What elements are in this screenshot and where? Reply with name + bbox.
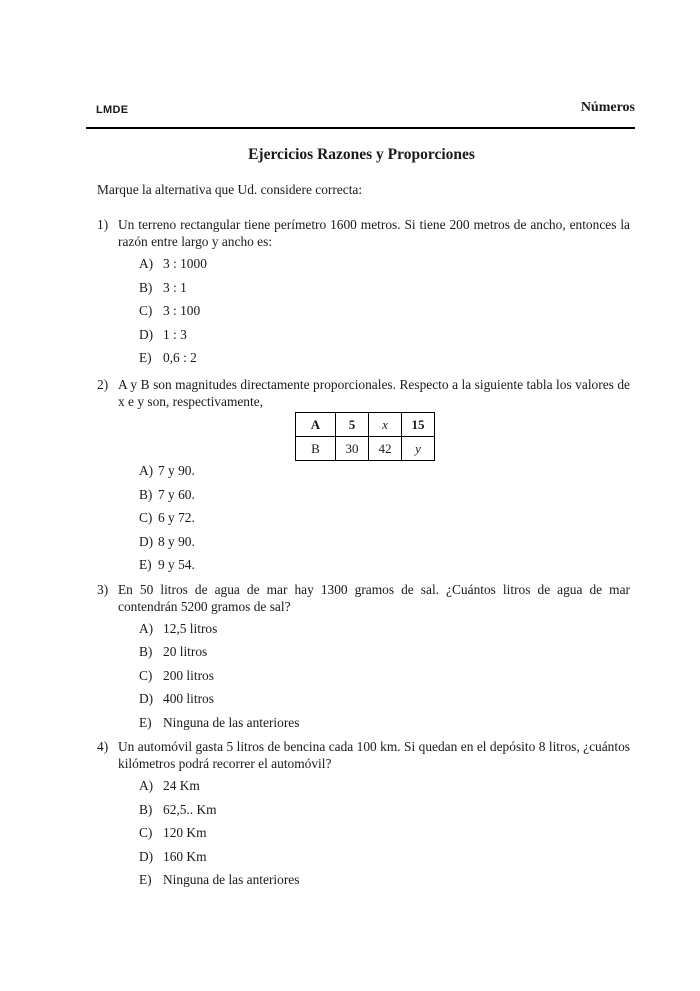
table-row [296,413,435,437]
option-letter: E) [139,714,152,730]
option-text: 3 : 1 [163,279,187,295]
question-1-options [139,256,630,366]
question-number: 4) [97,739,109,754]
question-2-options [139,463,630,573]
table-row [296,437,435,461]
header-right-label: Números [580,100,635,115]
option-text: 0,6 : 2 [163,350,197,365]
option-text: 6 y 72. [158,510,195,525]
option-row [139,715,630,731]
option-text: 7 y 60. [158,486,195,502]
option-text: 8 y 90. [158,533,195,549]
option-letter: B) [139,279,153,295]
option-letter: E) [139,557,152,572]
option-letter: D) [139,691,154,706]
option-letter: B) [139,644,153,659]
option-text: 120 Km [163,825,207,840]
question-number: 2) [97,377,109,392]
question-number: 3) [97,581,109,597]
table-cell: B [296,437,336,461]
question-4-options [139,778,630,888]
option-row [139,487,630,503]
page-header [88,100,635,116]
question-text: A y B son magnitudes directamente proporcionales. Respecto a la siguiente tabla los valores de x e y son, respectivamente, [118,377,630,409]
option-row [139,644,630,660]
option-row [139,849,630,865]
option-text: 200 litros [163,667,214,683]
option-letter: E) [139,350,152,365]
table-cell: x [369,413,402,437]
option-text: 20 litros [163,644,208,659]
option-row [139,510,630,526]
table-cell: A [296,413,336,437]
question-text: Un terreno rectangular tiene perímetro 1600 metros. Si tiene 200 metros de ancho, entonces la razón entre largo y ancho es: [118,217,630,249]
option-text: 24 Km [163,778,200,793]
option-letter: D) [139,848,154,864]
option-text: 400 litros [163,691,214,706]
option-row [139,534,630,550]
option-letter: C) [139,825,153,840]
option-letter: A) [139,620,154,636]
option-row [139,463,630,479]
option-text: 7 y 90. [158,463,195,478]
option-text: 9 y 54. [158,557,195,572]
option-row [139,778,630,794]
page-title: Ejercicios Razones y Proporciones [248,146,475,163]
option-letter: B) [139,486,153,502]
option-text: 3 : 100 [163,303,201,318]
proportion-table [295,412,435,461]
option-row [139,668,630,684]
option-row [139,825,630,841]
question-2 [97,376,630,410]
option-letter: C) [139,667,153,683]
option-row [139,691,630,707]
question-1 [97,216,630,250]
question-text: Un automóvil gasta 5 litros de bencina cada 100 km. Si quedan en el depósito 8 litros, ¿cuántos kilómetros podrá recorrer el automóvil? [118,739,630,771]
option-text: 1 : 3 [163,326,187,342]
table-cell: y [402,437,435,461]
option-row [139,872,630,888]
option-row [139,621,630,637]
option-text: 3 : 1000 [163,256,207,271]
option-row [139,802,630,818]
option-letter: A) [139,256,154,271]
option-letter: B) [139,801,153,817]
option-row [139,303,630,319]
document-content [97,181,630,896]
header-left-label: LMDE [96,104,129,116]
option-text: Ninguna de las anteriores [163,714,300,730]
option-letter: D) [139,326,154,342]
option-row [139,327,630,343]
header-divider [86,127,635,129]
option-row [139,557,630,573]
instruction-text: Marque la alternativa que Ud. considere correcta: [97,182,363,197]
option-letter: C) [139,303,153,318]
option-text: 62,5.. Km [163,801,217,817]
option-letter: E) [139,872,152,887]
option-row [139,256,630,272]
table-cell: 30 [336,437,369,461]
option-text: Ninguna de las anteriores [163,872,300,887]
option-text: 160 Km [163,848,207,864]
table-cell: 42 [369,437,402,461]
option-letter: C) [139,510,153,525]
option-row [139,350,630,366]
question-text: En 50 litros de agua de mar hay 1300 gramos de sal. ¿Cuántos litros de agua de mar contendrán 5200 gramos de sal? [118,581,630,614]
option-letter: D) [139,533,154,549]
table-cell: 15 [402,413,435,437]
option-text: 12,5 litros [163,620,218,636]
question-number: 1) [97,217,109,232]
option-row [139,280,630,296]
table-cell: 5 [336,413,369,437]
option-letter: A) [139,463,154,478]
question-4 [97,738,630,772]
question-3 [97,581,630,615]
question-3-options [139,621,630,731]
option-letter: A) [139,778,154,793]
